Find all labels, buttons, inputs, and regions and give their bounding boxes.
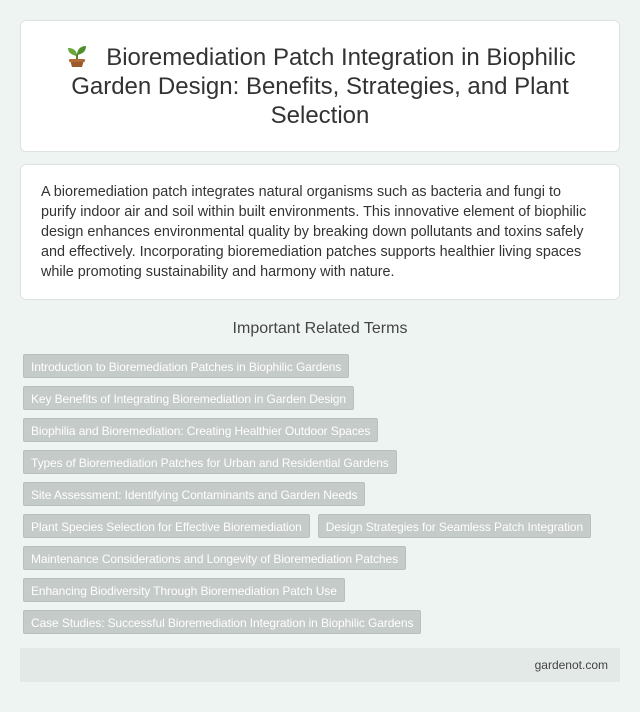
page-title [51, 42, 589, 130]
intro-card [20, 164, 620, 300]
term-tag[interactable]: Case Studies: Successful Bioremediation Integration in Biophilic Gardens [23, 610, 421, 634]
intro-text: A bioremediation patch integrates natural organisms such as bacteria and fungi to purify indoor air and soil within built environments. This innovative element of biophilic design enhances environmental quality by breaking down pollutants and toxins safely and effectively. Incorporating bioremediation patches supports healthier living spaces while promoting sustainability and harmony with nature. [41, 184, 587, 280]
term-tag[interactable]: Design Strategies for Seamless Patch Integration [318, 514, 591, 538]
term-tag[interactable]: Key Benefits of Integrating Bioremediation in Garden Design [23, 386, 354, 410]
title-text: Bioremediation Patch Integration in Biophilic Garden Design: Benefits, Strategies, and Plant Selection [71, 44, 576, 129]
term-tag[interactable]: Site Assessment: Identifying Contaminants and Garden Needs [23, 482, 365, 506]
term-tag[interactable]: Biophilia and Bioremediation: Creating Healthier Outdoor Spaces [23, 418, 378, 442]
sprout-icon [64, 42, 90, 68]
term-tag[interactable]: Maintenance Considerations and Longevity of Bioremediation Patches [23, 546, 406, 570]
term-tag[interactable]: Plant Species Selection for Effective Bioremediation [23, 514, 310, 538]
footer [20, 648, 620, 682]
term-tag[interactable]: Introduction to Bioremediation Patches in Biophilic Gardens [23, 354, 349, 378]
related-terms-heading: Important Related Terms [232, 320, 408, 337]
related-terms-list [23, 354, 623, 634]
term-tag[interactable]: Types of Bioremediation Patches for Urban and Residential Gardens [23, 450, 397, 474]
footer-site[interactable]: gardenot.com [534, 658, 608, 672]
term-tag[interactable]: Enhancing Biodiversity Through Bioremediation Patch Use [23, 578, 345, 602]
title-card [20, 20, 620, 152]
